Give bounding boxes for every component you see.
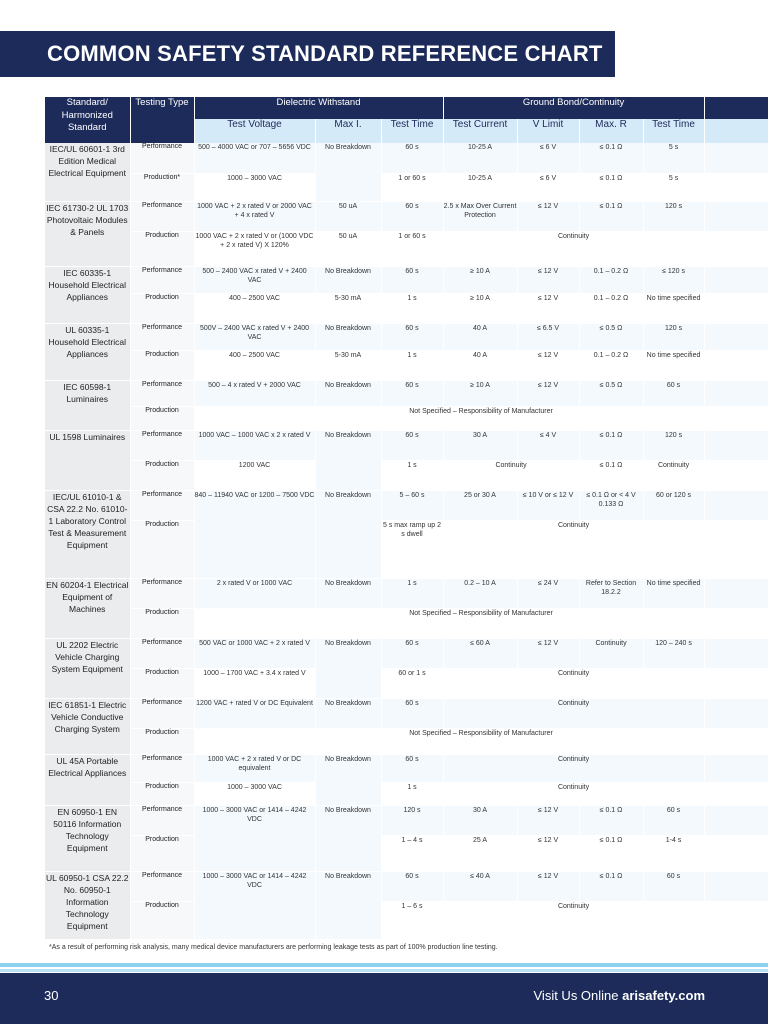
testing-type-cell: Production <box>130 293 194 323</box>
test-current-cell: 30 A <box>443 430 517 460</box>
test-current-cell: ≤ 60 A <box>443 638 517 668</box>
testing-type-cell: Production <box>130 231 194 266</box>
max-r-cell: ≤ 0.1 Ω or < 4 V 0.133 Ω <box>579 490 643 520</box>
header-test-time: Test Time <box>381 119 443 143</box>
test-time-cell: 5 – 60 s <box>381 490 443 520</box>
ground-test-time-cell: 5 s <box>643 173 704 201</box>
max-r-cell: 0.1 – 0.2 Ω <box>579 293 643 323</box>
table-row <box>45 143 768 173</box>
spacer-cell <box>704 754 768 782</box>
ground-test-time-cell: No time specified <box>643 578 704 608</box>
test-current-cell: ≥ 10 A <box>443 380 517 406</box>
v-limit-cell: ≤ 12 V <box>517 266 579 293</box>
v-limit-cell: ≤ 4 V <box>517 430 579 460</box>
v-limit-cell: ≤ 6.5 V <box>517 323 579 350</box>
test-current-cell: 25 A <box>443 835 517 871</box>
table-row <box>45 782 768 805</box>
table-row <box>45 698 768 728</box>
standard-cell: UL 2202 Electric Vehicle Charging System Equipment <box>45 638 130 698</box>
test-time-cell: 1 or 60 s <box>381 231 443 266</box>
test-time-cell: 1 – 4 s <box>381 835 443 871</box>
test-voltage-cell: 500 – 4000 VAC or 707 – 5656 VDC <box>194 143 315 173</box>
test-current-cell: 10-25 A <box>443 143 517 173</box>
reference-table <box>45 97 768 940</box>
not-specified-cell: Not Specified – Responsibility of Manufacturer <box>194 608 768 638</box>
max-i-cell: No Breakdown <box>315 380 381 406</box>
visit-prefix: Visit Us Online <box>533 988 623 1003</box>
standard-cell: IEC 60335-1 Household Electrical Appliances <box>45 266 130 323</box>
spacer-cell <box>704 143 768 173</box>
header-dielectric-withstand: Dielectric Withstand <box>194 97 443 119</box>
standard-cell: UL 45A Portable Electrical Appliances <box>45 754 130 805</box>
testing-type-cell: Production <box>130 728 194 754</box>
testing-type-cell: Performance <box>130 578 194 608</box>
v-limit-cell: ≤ 12 V <box>517 638 579 668</box>
test-time-cell: 60 s <box>381 323 443 350</box>
test-time-cell: 60 s <box>381 266 443 293</box>
spacer-cell <box>704 520 768 578</box>
v-limit-cell: ≤ 12 V <box>517 293 579 323</box>
testing-type-cell: Performance <box>130 201 194 231</box>
test-voltage-cell: 1000 VAC – 1000 VAC x 2 x rated V <box>194 430 315 460</box>
testing-type-cell: Performance <box>130 266 194 293</box>
table-row <box>45 835 768 871</box>
ground-test-time-cell: 5 s <box>643 143 704 173</box>
testing-type-cell: Performance <box>130 380 194 406</box>
test-voltage-cell: 500 – 4 x rated V + 2000 VAC <box>194 380 315 406</box>
table-row <box>45 380 768 406</box>
spacer-cell <box>704 871 768 901</box>
header-testing-type: Testing Type <box>130 97 194 143</box>
max-r-cell: ≤ 0.1 Ω <box>579 143 643 173</box>
spacer-cell <box>704 231 768 266</box>
max-r-cell: Refer to Section 18.2.2 <box>579 578 643 608</box>
standard-cell: IEC/UL 61010-1 & CSA 22.2 No. 61010-1 Laboratory Control Test & Measurement Equipment <box>45 490 130 578</box>
spacer-cell <box>704 901 768 939</box>
standard-cell: EN 60950-1 EN 50116 Information Technology Equipment <box>45 805 130 871</box>
max-i-cell: No Breakdown <box>315 490 381 578</box>
test-time-cell: 1 s <box>381 578 443 608</box>
max-i-cell: No Breakdown <box>315 266 381 293</box>
header-standard: Standard/ Harmonized Standard <box>45 97 130 143</box>
test-time-cell: 1 s <box>381 350 443 380</box>
spacer-cell <box>704 430 768 460</box>
table-row <box>45 754 768 782</box>
test-voltage-cell: 2 x rated V or 1000 VAC <box>194 578 315 608</box>
test-current-cell: 2.5 x Max Over Current Protection <box>443 201 517 231</box>
website-link[interactable]: arisafety.com <box>622 988 705 1003</box>
standard-cell: EN 60204-1 Electrical Equipment of Machines <box>45 578 130 638</box>
spacer-cell <box>704 698 768 728</box>
test-voltage-cell: 500 VAC or 1000 VAC + 2 x rated V <box>194 638 315 668</box>
testing-type-cell: Production* <box>130 173 194 201</box>
footer-stripe <box>0 963 768 967</box>
testing-type-cell: Performance <box>130 698 194 728</box>
max-i-cell: 5-30 mA <box>315 293 381 323</box>
test-current-cell: ≥ 10 A <box>443 293 517 323</box>
v-limit-cell: ≤ 6 V <box>517 143 579 173</box>
testing-type-cell: Performance <box>130 805 194 835</box>
test-voltage-cell: 1200 VAC <box>194 460 315 490</box>
max-r-cell: ≤ 0.1 Ω <box>579 871 643 901</box>
spacer-cell <box>704 323 768 350</box>
table-row <box>45 608 768 638</box>
spacer-cell <box>704 835 768 871</box>
testing-type-cell: Production <box>130 608 194 638</box>
table-row <box>45 728 768 754</box>
test-voltage-cell: 1000 VAC + 2 x rated V or (1000 VDC + 2 x rated V) X 120% <box>194 231 315 266</box>
table-row <box>45 490 768 520</box>
max-r-cell: ≤ 0.1 Ω <box>579 835 643 871</box>
not-specified-cell: Not Specified – Responsibility of Manufacturer <box>194 406 768 430</box>
testing-type-cell: Performance <box>130 490 194 520</box>
v-limit-cell: ≤ 12 V <box>517 871 579 901</box>
test-voltage-cell: 1000 – 3000 VAC or 1414 – 4242 VDC <box>194 805 315 871</box>
table-row <box>45 201 768 231</box>
v-limit-cell: ≤ 6 V <box>517 173 579 201</box>
test-time-cell: 60 s <box>381 638 443 668</box>
continuity-cell: Continuity <box>443 754 704 782</box>
spacer-cell <box>704 350 768 380</box>
test-voltage-cell: 840 – 11940 VAC or 1200 – 7500 VDC <box>194 490 315 578</box>
spacer-cell <box>704 201 768 231</box>
spacer-cell <box>704 173 768 201</box>
test-voltage-cell: 1000 VAC + 2 x rated V or DC equivalent <box>194 754 315 782</box>
spacer-cell <box>704 293 768 323</box>
test-voltage-cell: 1000 – 1700 VAC + 3.4 x rated V <box>194 668 315 698</box>
spacer-cell <box>704 266 768 293</box>
header-spacer-2 <box>704 119 768 143</box>
test-voltage-cell: 500 – 2400 VAC x rated V + 2400 VAC <box>194 266 315 293</box>
test-voltage-cell: 400 – 2500 VAC <box>194 350 315 380</box>
not-specified-cell: Not Specified – Responsibility of Manufacturer <box>194 728 768 754</box>
testing-type-cell: Performance <box>130 638 194 668</box>
table-row <box>45 350 768 380</box>
max-i-cell: No Breakdown <box>315 698 381 728</box>
header-test-current: Test Current <box>443 119 517 143</box>
ground-test-time-cell: No time specified <box>643 350 704 380</box>
max-i-cell: No Breakdown <box>315 578 381 608</box>
max-i-cell: 50 uA <box>315 201 381 231</box>
test-current-cell: ≥ 10 A <box>443 266 517 293</box>
header-ground-test-time: Test Time <box>643 119 704 143</box>
standard-cell: UL 60335-1 Household Electrical Appliances <box>45 323 130 380</box>
spacer-cell <box>704 668 768 698</box>
page-footer <box>0 973 768 1024</box>
test-current-cell: 30 A <box>443 805 517 835</box>
page-number: 30 <box>44 988 59 1003</box>
continuity-cell: Continuity <box>443 231 704 266</box>
ground-test-time-cell: 60 or 120 s <box>643 490 704 520</box>
test-time-cell: 1 or 60 s <box>381 173 443 201</box>
max-i-cell: No Breakdown <box>315 638 381 698</box>
table-row <box>45 638 768 668</box>
continuity-cell: Continuity <box>443 901 704 939</box>
test-time-cell: 60 s <box>381 380 443 406</box>
test-current-cell: 10-25 A <box>443 173 517 201</box>
ground-test-time-cell: 120 s <box>643 323 704 350</box>
test-current-cell: 40 A <box>443 323 517 350</box>
test-time-cell: 5 s max ramp up 2 s dwell <box>381 520 443 578</box>
max-i-cell: 5-30 mA <box>315 350 381 380</box>
v-limit-cell: ≤ 12 V <box>517 350 579 380</box>
ground-test-time-cell: 120 – 240 s <box>643 638 704 668</box>
test-current-cell: 25 or 30 A <box>443 490 517 520</box>
test-voltage-cell: 1000 – 3000 VAC <box>194 173 315 201</box>
continuity-cell: Continuity <box>443 782 704 805</box>
header-test-voltage: Test Voltage <box>194 119 315 143</box>
test-voltage-cell: 1000 – 3000 VAC or 1414 – 4242 VDC <box>194 871 315 939</box>
table-row <box>45 460 768 490</box>
max-i-cell: No Breakdown <box>315 871 381 939</box>
standard-cell: UL 60950-1 CSA 22.2 No. 60950-1 Information Technology Equipment <box>45 871 130 939</box>
spacer-cell <box>704 460 768 490</box>
v-limit-cell: ≤ 12 V <box>517 805 579 835</box>
test-voltage-cell: 1200 VAC + rated V or DC Equivalent <box>194 698 315 728</box>
testing-type-cell: Performance <box>130 430 194 460</box>
footer-stripe-light <box>0 969 768 972</box>
max-i-cell: No Breakdown <box>315 323 381 350</box>
table-row <box>45 293 768 323</box>
max-i-cell: No Breakdown <box>315 143 381 201</box>
max-r-cell: ≤ 0.1 Ω <box>579 805 643 835</box>
spacer-cell <box>704 490 768 520</box>
test-time-cell: 60 s <box>381 698 443 728</box>
table-row <box>45 805 768 835</box>
test-time-cell: 1 s <box>381 460 443 490</box>
continuity-cell: Continuity <box>443 520 704 578</box>
table-row <box>45 578 768 608</box>
standard-cell: IEC/UL 60601-1 3rd Edition Medical Electrical Equipment <box>45 143 130 201</box>
test-voltage-cell: 400 – 2500 VAC <box>194 293 315 323</box>
table-row <box>45 323 768 350</box>
table-row <box>45 668 768 698</box>
v-limit-cell: ≤ 12 V <box>517 835 579 871</box>
header-max-r: Max. R <box>579 119 643 143</box>
max-i-cell: No Breakdown <box>315 805 381 871</box>
max-r-cell: ≤ 0.1 Ω <box>579 173 643 201</box>
ground-test-time-cell: 60 s <box>643 380 704 406</box>
table-row <box>45 430 768 460</box>
testing-type-cell: Production <box>130 668 194 698</box>
test-voltage-cell: 1000 – 3000 VAC <box>194 782 315 805</box>
max-r-cell: 0.1 – 0.2 Ω <box>579 350 643 380</box>
spacer-cell <box>704 380 768 406</box>
max-r-cell: ≤ 0.1 Ω <box>579 201 643 231</box>
test-time-cell: 1 – 6 s <box>381 901 443 939</box>
max-r-cell: Continuity <box>579 638 643 668</box>
standard-cell: IEC 61730-2 UL 1703 Photovoltaic Modules & Panels <box>45 201 130 266</box>
testing-type-cell: Performance <box>130 323 194 350</box>
max-r-cell: ≤ 0.1 Ω <box>579 460 643 490</box>
testing-type-cell: Production <box>130 782 194 805</box>
testing-type-cell: Performance <box>130 871 194 901</box>
test-voltage-cell: 500V – 2400 VAC x rated V + 2400 VAC <box>194 323 315 350</box>
testing-type-cell: Performance <box>130 754 194 782</box>
ground-test-time-cell: 60 s <box>643 805 704 835</box>
spacer-cell <box>704 638 768 668</box>
header-max-i: Max I. <box>315 119 381 143</box>
standard-cell: UL 1598 Luminaires <box>45 430 130 490</box>
table-row <box>45 173 768 201</box>
standard-cell: IEC 60598-1 Luminaires <box>45 380 130 430</box>
continuity-cell: Continuity <box>443 460 579 490</box>
test-time-cell: 1 s <box>381 293 443 323</box>
max-i-cell: No Breakdown <box>315 430 381 490</box>
ground-test-time-cell: 120 s <box>643 430 704 460</box>
ground-test-time-cell: 60 s <box>643 871 704 901</box>
spacer-cell <box>704 805 768 835</box>
table-row <box>45 406 768 430</box>
website-text <box>534 988 706 1003</box>
ground-test-time-cell: 120 s <box>643 201 704 231</box>
max-r-cell: ≤ 0.5 Ω <box>579 380 643 406</box>
test-time-cell: 60 or 1 s <box>381 668 443 698</box>
test-time-cell: 60 s <box>381 201 443 231</box>
table-row <box>45 871 768 901</box>
header-v-limit: V Limit <box>517 119 579 143</box>
test-time-cell: 60 s <box>381 143 443 173</box>
continuity-cell: Continuity <box>443 668 704 698</box>
table-row <box>45 520 768 578</box>
ground-test-time-cell: No time specified <box>643 293 704 323</box>
standard-cell: IEC 61851-1 Electric Vehicle Conductive Charging System <box>45 698 130 754</box>
ground-test-time-cell: 1-4 s <box>643 835 704 871</box>
test-current-cell: ≤ 40 A <box>443 871 517 901</box>
v-limit-cell: ≤ 12 V <box>517 201 579 231</box>
spacer-cell <box>704 782 768 805</box>
v-limit-cell: ≤ 24 V <box>517 578 579 608</box>
test-time-cell: 60 s <box>381 754 443 782</box>
table-row <box>45 231 768 266</box>
table-row <box>45 266 768 293</box>
testing-type-cell: Performance <box>130 143 194 173</box>
testing-type-cell: Production <box>130 460 194 490</box>
max-r-cell: 0.1 – 0.2 Ω <box>579 266 643 293</box>
testing-type-cell: Production <box>130 350 194 380</box>
header-ground-bond: Ground Bond/Continuity <box>443 97 704 119</box>
max-r-cell: ≤ 0.1 Ω <box>579 430 643 460</box>
header-spacer <box>704 97 768 119</box>
testing-type-cell: Production <box>130 901 194 939</box>
test-time-cell: 60 s <box>381 871 443 901</box>
max-i-cell: No Breakdown <box>315 754 381 805</box>
ground-test-time-cell: ≤ 120 s <box>643 266 704 293</box>
test-current-cell: 0.2 – 10 A <box>443 578 517 608</box>
testing-type-cell: Production <box>130 520 194 578</box>
v-limit-cell: ≤ 12 V <box>517 380 579 406</box>
footnote: *As a result of performing risk analysis, many medical device manufacturers are performing leakage tests as part of 100% production line testing. <box>49 944 498 951</box>
testing-type-cell: Production <box>130 835 194 871</box>
test-time-cell: 1 s <box>381 782 443 805</box>
test-voltage-cell: 1000 VAC + 2 x rated V or 2000 VAC + 4 x rated V <box>194 201 315 231</box>
continuity-cell: Continuity <box>443 698 704 728</box>
max-i-cell: 50 uA <box>315 231 381 266</box>
test-time-cell: 60 s <box>381 430 443 460</box>
page-title: COMMON SAFETY STANDARD REFERENCE CHART <box>0 31 615 77</box>
test-time-cell: 120 s <box>381 805 443 835</box>
ground-test-time-cell: Continuity <box>643 460 704 490</box>
testing-type-cell: Production <box>130 406 194 430</box>
table-row <box>45 901 768 939</box>
test-current-cell: 40 A <box>443 350 517 380</box>
spacer-cell <box>704 578 768 608</box>
max-r-cell: ≤ 0.5 Ω <box>579 323 643 350</box>
v-limit-cell: ≤ 10 V or ≤ 12 V <box>517 490 579 520</box>
